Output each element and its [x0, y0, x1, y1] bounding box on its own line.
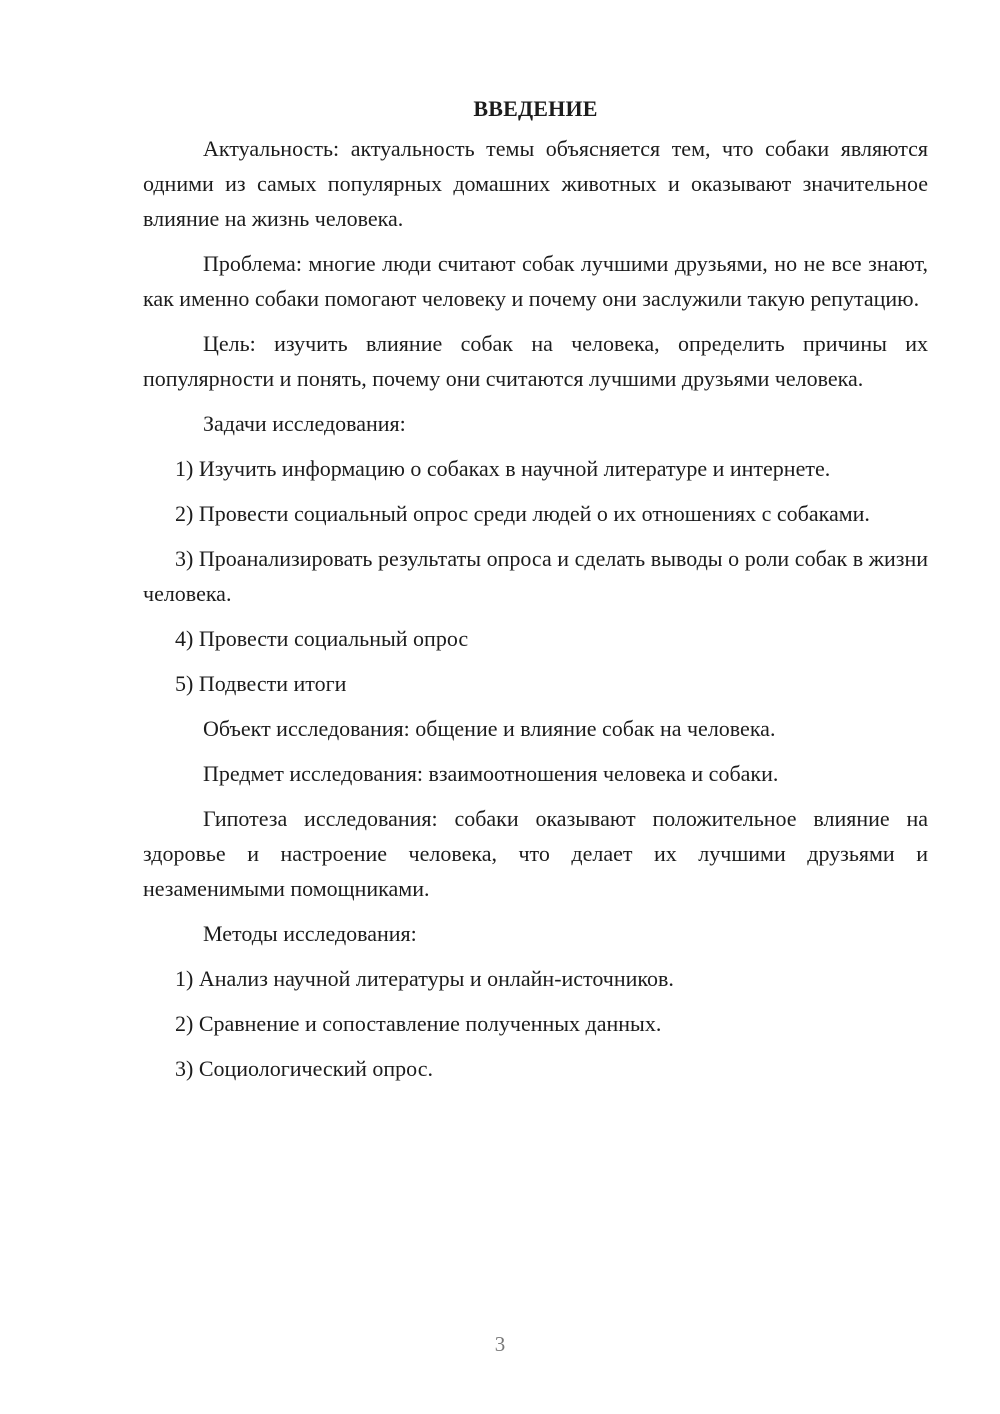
task-item: 5) Подвести итоги: [175, 671, 347, 696]
paragraph-problem: Проблема: многие люди считают собак лучшими друзьями, но не все знают, как именно собаки помогают человеку и почему они заслужили такую репутацию.: [143, 251, 928, 311]
task-item: 1) Изучить информацию о собаках в научной литературе и интернете.: [175, 456, 831, 481]
task-item: 2) Провести социальный опрос среди людей о их отношениях с собаками.: [175, 501, 870, 526]
paragraph-subject: Предмет исследования: взаимоотношения человека и собаки.: [203, 761, 779, 786]
page-content: [143, 94, 928, 1096]
section-title: ВВЕДЕНИЕ: [473, 96, 598, 121]
method-item: 2) Сравнение и сопоставление полученных данных.: [175, 1011, 662, 1036]
method-item: 3) Социологический опрос.: [175, 1056, 433, 1081]
page-number: 3: [494, 1332, 506, 1356]
paragraph-methods-heading: Методы исследования:: [203, 921, 417, 946]
paragraph-hypothesis: Гипотеза исследования: собаки оказывают положительное влияние на здоровье и настроение человека, что делает их лучшими друзьями и незаменимыми помощниками.: [143, 806, 928, 901]
paragraph-object: Объект исследования: общение и влияние собак на человека.: [203, 716, 776, 741]
task-item: 4) Провести социальный опрос: [175, 626, 469, 651]
paragraph-tasks-heading: Задачи исследования:: [203, 411, 406, 436]
task-item: 3) Проанализировать результаты опроса и сделать выводы о роли собак в жизни человека.: [143, 546, 928, 606]
paragraph-goal: Цель: изучить влияние собак на человека, определить причины их популярности и понять, почему они считаются лучшими друзьями человека.: [143, 331, 928, 391]
method-item: 1) Анализ научной литературы и онлайн-источников.: [175, 966, 674, 991]
paragraph-relevance: Актуальность: актуальность темы объясняется тем, что собаки являются одними из самых популярных домашних животных и оказывают значительное влияние на жизнь человека.: [143, 136, 928, 231]
